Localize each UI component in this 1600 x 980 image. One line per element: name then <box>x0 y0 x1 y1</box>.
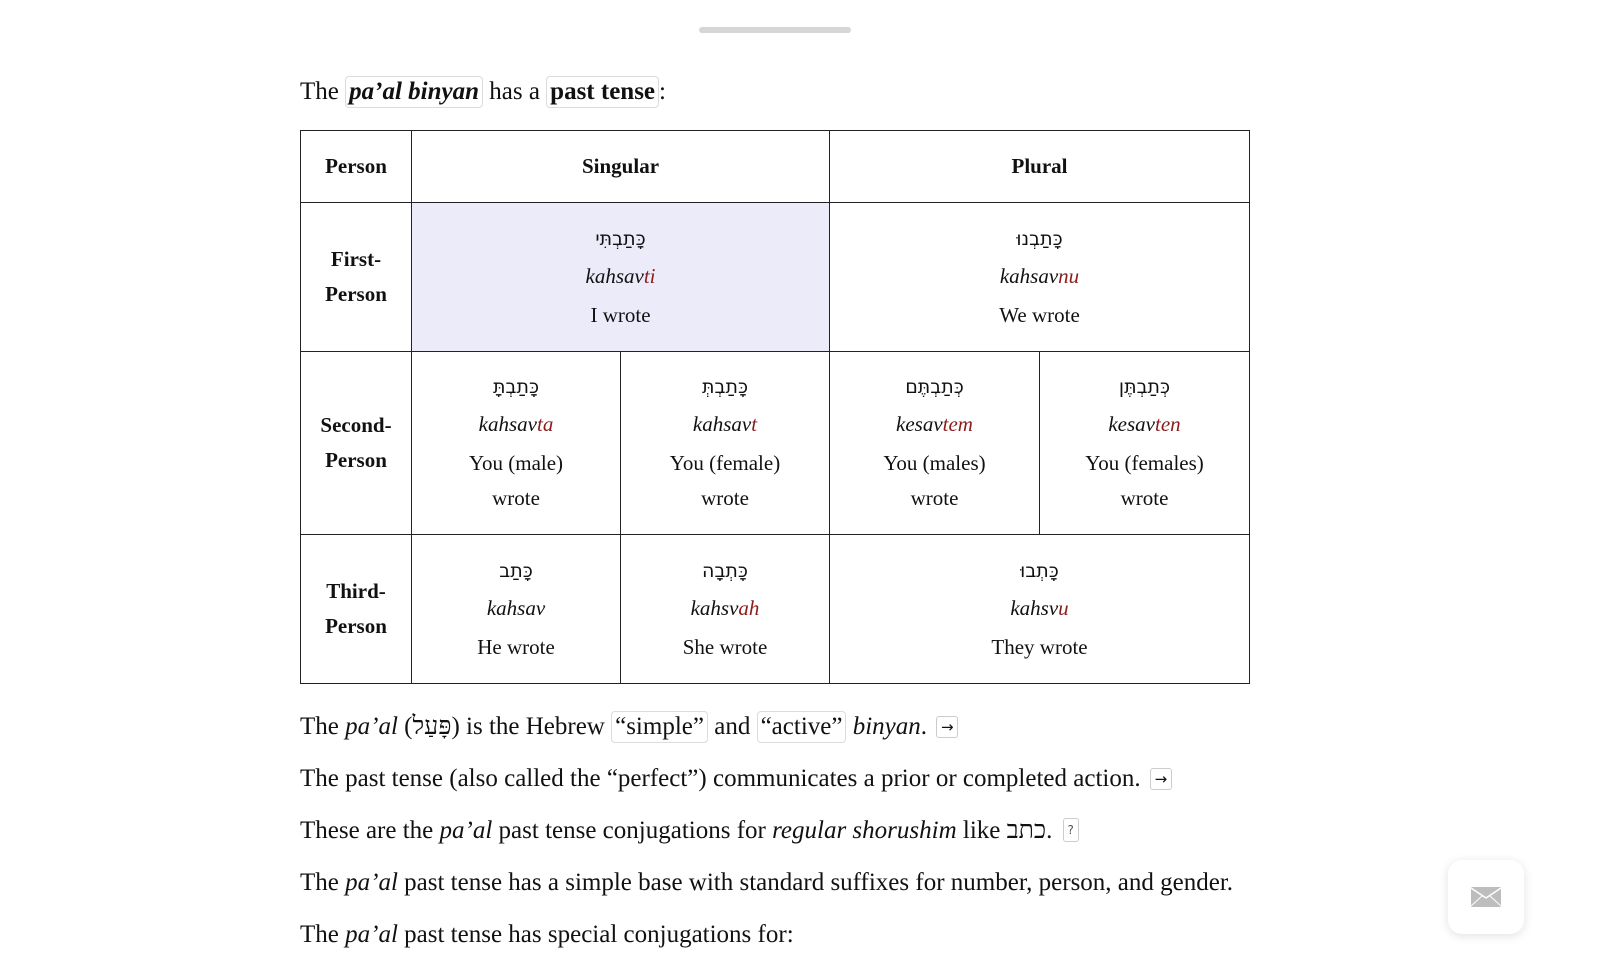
cell-second-plural-male[interactable] <box>830 352 1040 535</box>
cell-second-plural-female[interactable] <box>1040 352 1250 535</box>
transliteration: kesavtem <box>896 412 973 436</box>
intro-colon: : <box>659 78 666 105</box>
person-label: Second- Person <box>301 352 412 535</box>
hebrew-word: כָּתַבְתִּי <box>595 227 646 250</box>
hebrew-word: כָּתְבָה <box>702 559 748 582</box>
gloss: He wrote <box>477 634 555 659</box>
gloss: You (males) wrote <box>883 451 986 510</box>
paragraph-special: The pa’al past tense has special conjugations for: <box>300 921 794 948</box>
gloss: You (females) wrote <box>1085 451 1204 510</box>
gloss: She wrote <box>682 634 768 659</box>
cell-second-singular-female[interactable] <box>621 352 830 535</box>
table-row-second-person <box>301 352 1250 535</box>
cell-third-plural[interactable] <box>830 535 1250 684</box>
intro-text: The <box>300 78 339 105</box>
person-label: First- Person <box>301 203 412 352</box>
paragraph-binyan: The pa’al (פָּעַל) is the Hebrew “simple” and “active” binyan. → <box>300 710 958 744</box>
paragraph-suffixes: The pa’al past tense has a simple base with standard suffixes for number, person, and gender. <box>300 869 1234 896</box>
table-row-first-person <box>301 203 1250 352</box>
cell-first-plural[interactable] <box>830 203 1250 352</box>
header-singular: Singular <box>412 131 830 203</box>
hebrew-word: כָּתַב <box>499 559 533 582</box>
cell-third-singular-male[interactable] <box>412 535 621 684</box>
gloss: You (female) wrote <box>669 451 781 510</box>
transliteration: kesavten <box>1108 412 1181 436</box>
simple-chip[interactable]: “simple” <box>611 711 708 743</box>
transliteration: kahsavnu <box>999 263 1080 288</box>
arrow-right-icon[interactable]: → <box>936 716 958 738</box>
paragraph-past-tense: The past tense (also called the “perfect”) communicates a prior or completed action. → <box>300 762 1172 796</box>
transliteration: kahsvah <box>690 595 760 620</box>
person-label: Third- Person <box>301 535 412 684</box>
cell-first-singular[interactable] <box>412 203 830 352</box>
intro-text: has a <box>489 78 540 105</box>
transliteration: kahsavt <box>692 412 758 436</box>
transliteration: kahsavta <box>478 412 554 436</box>
hebrew-word: כָּתַבְתְּ <box>701 376 748 398</box>
cell-second-singular-male[interactable] <box>412 352 621 535</box>
conjugation-table <box>300 130 1250 684</box>
transliteration: kahsvu <box>1010 595 1069 620</box>
intro-line <box>300 72 666 112</box>
transliteration: kahsavti <box>585 263 656 288</box>
help-icon[interactable]: ? <box>1063 818 1079 842</box>
paragraph-conjugations: These are the pa’al past tense conjugations for regular shorushim like כתב. ? <box>300 814 1079 848</box>
header-plural: Plural <box>830 131 1250 203</box>
feedback-button[interactable] <box>1448 860 1524 934</box>
gloss: We wrote <box>999 302 1080 327</box>
table-row-third-person <box>301 535 1250 684</box>
cell-third-singular-female[interactable] <box>621 535 830 684</box>
hebrew-word: כְּתַבְתֶּן <box>1118 376 1171 398</box>
arrow-right-icon[interactable]: → <box>1150 768 1172 790</box>
header-person: Person <box>301 131 412 203</box>
hebrew-word: כָּתַבְתָּ <box>492 376 539 398</box>
table-header-row <box>301 131 1250 203</box>
past-tense-chip[interactable]: past tense <box>546 76 659 108</box>
gloss: You (male) wrote <box>468 451 564 510</box>
transliteration: kahsav <box>486 595 546 620</box>
mail-icon <box>1471 887 1501 907</box>
gloss: They wrote <box>991 634 1088 659</box>
hebrew-word: כָּתְבוּ <box>1020 559 1059 582</box>
binyan-chip[interactable]: pa’al binyan <box>345 76 483 108</box>
active-chip[interactable]: “active” <box>757 711 847 743</box>
drag-handle[interactable] <box>699 27 851 33</box>
hebrew-word: כְּתַבְתֶּם <box>905 376 964 398</box>
hebrew-word: כָּתַבְנוּ <box>1016 227 1063 250</box>
gloss: I wrote <box>590 302 651 327</box>
